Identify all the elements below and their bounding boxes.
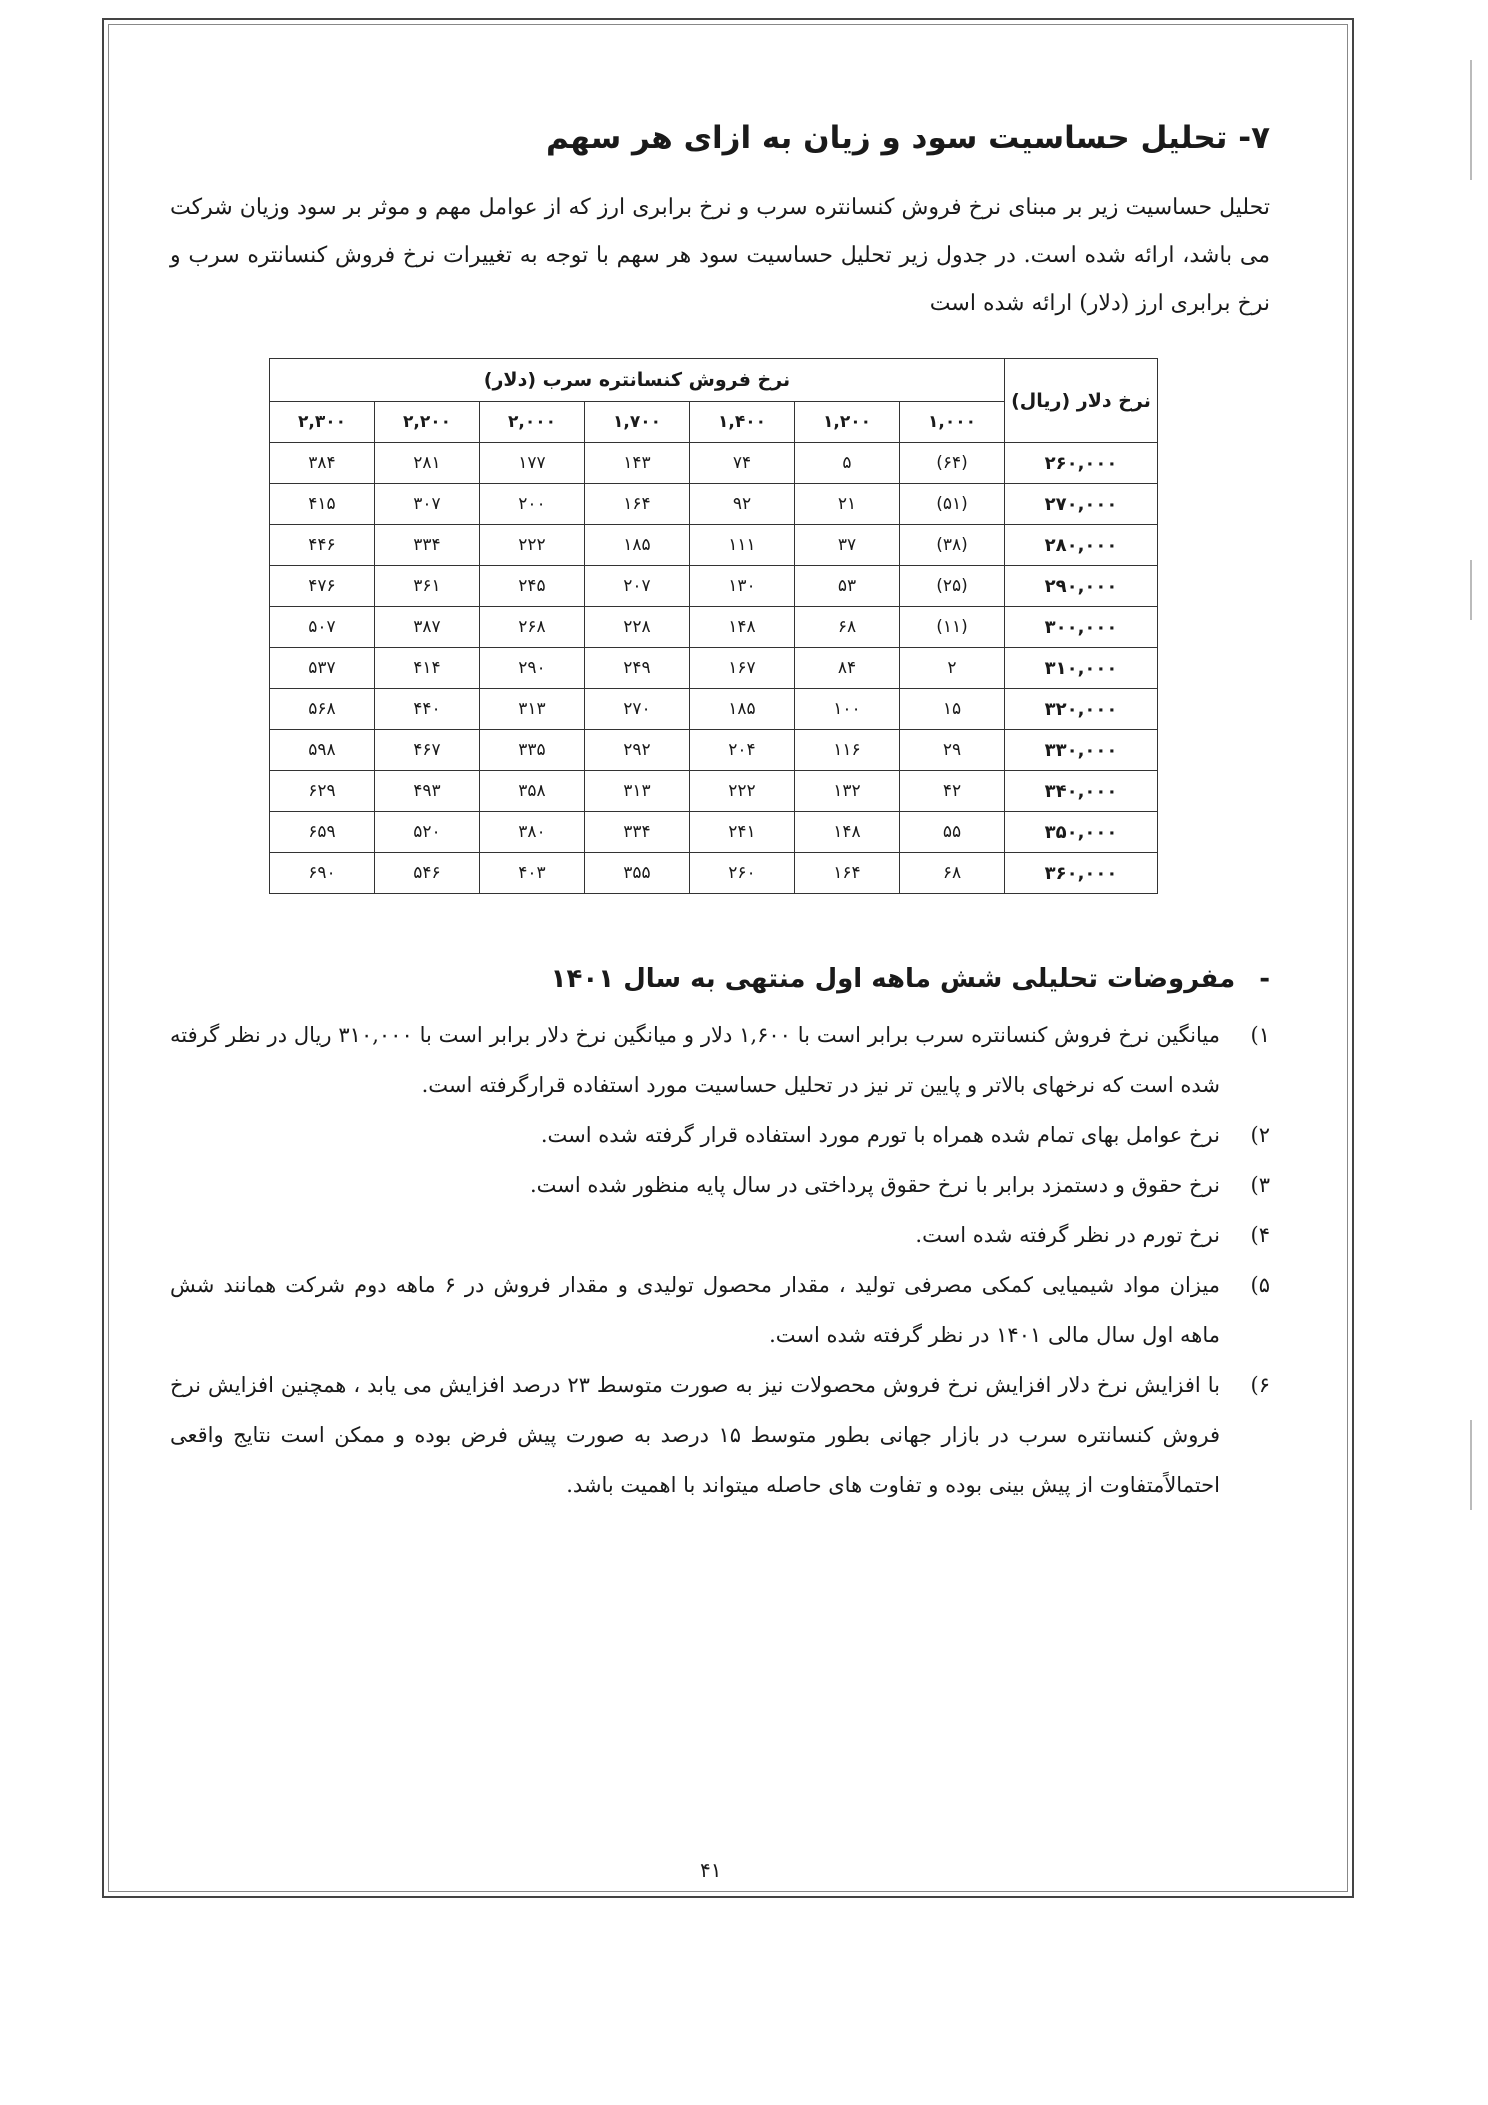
item-text: نرخ عوامل بهای تمام شده همراه با تورم مورد استفاده قرار گرفته شده است. <box>540 1123 1220 1147</box>
eps-value-cell: ۴۱۴ <box>375 648 480 689</box>
eps-value-cell: ۴۰۳ <box>480 853 585 894</box>
eps-value-cell: ۱۶۴ <box>795 853 900 894</box>
eps-value-cell: ۲۹۰ <box>480 648 585 689</box>
item-text: میانگین نرخ فروش کنسانتره سرب برابر است با ۱,۶۰۰ دلار و میانگین نرخ دلار برابر است با ۳۱۰,۰۰۰ ریال در نظر گرفته شده است که نرخهای بالاتر و پایین تر نیز در تحلیل حساسیت مورد استفاده قرارگرفته است. <box>170 1023 1220 1097</box>
table-row <box>270 812 1158 853</box>
rate-column-header: نرخ دلار (ریال) <box>1005 359 1158 443</box>
dollar-rate-cell: ۲۹۰,۰۰۰ <box>1005 566 1158 607</box>
eps-value-cell: ۲۰۷ <box>585 566 690 607</box>
eps-value-cell: ۴۴۶ <box>270 525 375 566</box>
item-number: ۶) <box>1250 1373 1270 1397</box>
item-number: ۲) <box>1250 1123 1270 1147</box>
eps-value-cell: ۲۰۰ <box>480 484 585 525</box>
sensitivity-table <box>269 358 1158 894</box>
eps-value-cell: ۵۴۶ <box>375 853 480 894</box>
eps-value-cell: ۶۸ <box>795 607 900 648</box>
eps-value-cell: ۳۱۳ <box>480 689 585 730</box>
eps-value-cell: ۱۱۱ <box>690 525 795 566</box>
section-title: ۷- تحلیل حساسیت سود و زیان به ازای هر سهم <box>545 120 1270 156</box>
eps-value-cell: ۱۸۵ <box>690 689 795 730</box>
eps-value-cell: ۲۰۴ <box>690 730 795 771</box>
list-item <box>170 1360 1270 1510</box>
eps-value-cell: ۱۷۷ <box>480 443 585 484</box>
eps-value-cell: ۱۱۶ <box>795 730 900 771</box>
eps-value-cell: ۱۸۵ <box>585 525 690 566</box>
dollar-rate-cell: ۲۶۰,۰۰۰ <box>1005 443 1158 484</box>
eps-value-cell: ۵۶۸ <box>270 689 375 730</box>
dollar-rate-cell: ۳۵۰,۰۰۰ <box>1005 812 1158 853</box>
heading-dash: - <box>1259 964 1270 994</box>
eps-value-cell: ۲۶۰ <box>690 853 795 894</box>
assumptions-title: مفروضات تحلیلی شش ماهه اول منتهی به سال ۱۴۰۱ <box>550 964 1236 994</box>
eps-value-cell: ۱۵ <box>900 689 1005 730</box>
eps-value-cell: ۳۸۰ <box>480 812 585 853</box>
list-item <box>170 1210 1270 1260</box>
eps-value-cell: ۲ <box>900 648 1005 689</box>
eps-value-cell: ۲۲۲ <box>480 525 585 566</box>
eps-value-cell: ۱۴۸ <box>690 607 795 648</box>
eps-value-cell: ۵۲۰ <box>375 812 480 853</box>
price-group-header: نرخ فروش کنسانتره سرب (دلار) <box>270 359 1005 402</box>
item-number: ۳) <box>1250 1173 1270 1197</box>
eps-value-cell: ۶۹۰ <box>270 853 375 894</box>
item-text: میزان مواد شیمیایی کمکی مصرفی تولید ، مقدار محصول تولیدی و مقدار فروش در ۶ ماهه دوم شرکت همانند شش ماهه اول سال مالی ۱۴۰۱ در نظر گرفته شده است. <box>170 1273 1220 1347</box>
eps-value-cell: ۱۶۴ <box>585 484 690 525</box>
table-row <box>270 443 1158 484</box>
eps-value-cell: ۵ <box>795 443 900 484</box>
dollar-rate-cell: ۲۷۰,۰۰۰ <box>1005 484 1158 525</box>
eps-value-cell: ۳۱۳ <box>585 771 690 812</box>
margin-scan-mark <box>1470 560 1472 620</box>
eps-value-cell: ۵۳ <box>795 566 900 607</box>
eps-value-cell: ۲۹ <box>900 730 1005 771</box>
eps-value-cell: ۴۲ <box>900 771 1005 812</box>
item-text: با افزایش نرخ دلار افزایش نرخ فروش محصولات نیز به صورت متوسط ۲۳ درصد افزایش می یابد ، همچنین افزایش نرخ فروش کنسانتره سرب در بازار جهانی بطور متوسط ۱۵ درصد به صورت پیش فرض بوده و ممکن است نتایج واقعی احتمالاًمتفاوت از پیش بینی بوده و تفاوت های حاصله میتواند با اهمیت باشد. <box>170 1373 1221 1497</box>
assumptions-heading <box>170 964 1270 994</box>
dollar-rate-cell: ۳۴۰,۰۰۰ <box>1005 771 1158 812</box>
table-row <box>270 771 1158 812</box>
price-column-header: ۲,۲۰۰ <box>375 402 480 443</box>
eps-value-cell: ۲۷۰ <box>585 689 690 730</box>
eps-value-cell: ۵۳۷ <box>270 648 375 689</box>
eps-value-cell: ۶۲۹ <box>270 771 375 812</box>
price-column-header: ۱,۲۰۰ <box>795 402 900 443</box>
eps-value-cell: ۳۶۱ <box>375 566 480 607</box>
eps-value-cell: (۵۱) <box>900 484 1005 525</box>
dollar-rate-cell: ۳۳۰,۰۰۰ <box>1005 730 1158 771</box>
document-content <box>170 120 1270 1510</box>
list-item <box>170 1110 1270 1160</box>
margin-scan-mark <box>1470 60 1472 180</box>
eps-value-cell: (۳۸) <box>900 525 1005 566</box>
eps-value-cell: ۲۹۲ <box>585 730 690 771</box>
eps-value-cell: ۳۸۷ <box>375 607 480 648</box>
eps-value-cell: ۲۸۱ <box>375 443 480 484</box>
dollar-rate-cell: ۲۸۰,۰۰۰ <box>1005 525 1158 566</box>
eps-value-cell: ۵۵ <box>900 812 1005 853</box>
eps-value-cell: ۳۳۴ <box>375 525 480 566</box>
price-column-header: ۲,۰۰۰ <box>480 402 585 443</box>
table-row <box>270 648 1158 689</box>
eps-value-cell: ۴۷۶ <box>270 566 375 607</box>
eps-value-cell: ۱۳۰ <box>690 566 795 607</box>
item-text: نرخ تورم در نظر گرفته شده است. <box>915 1223 1220 1247</box>
eps-value-cell: ۲۴۹ <box>585 648 690 689</box>
eps-value-cell: ۸۴ <box>795 648 900 689</box>
item-number: ۴) <box>1250 1223 1270 1247</box>
eps-value-cell: ۵۰۷ <box>270 607 375 648</box>
page-number: ۴۱ <box>700 1858 722 1882</box>
table-row <box>270 853 1158 894</box>
eps-value-cell: ۳۷ <box>795 525 900 566</box>
eps-value-cell: (۶۴) <box>900 443 1005 484</box>
eps-value-cell: ۵۹۸ <box>270 730 375 771</box>
eps-value-cell: ۴۴۰ <box>375 689 480 730</box>
eps-value-cell: ۳۵۵ <box>585 853 690 894</box>
eps-value-cell: (۲۵) <box>900 566 1005 607</box>
item-text: نرخ حقوق و دستمزد برابر با نرخ حقوق پرداختی در سال پایه منظور شده است. <box>529 1173 1220 1197</box>
item-number: ۵) <box>1250 1273 1270 1297</box>
eps-value-cell: ۱۴۸ <box>795 812 900 853</box>
margin-scan-mark <box>1470 1420 1472 1510</box>
table-row <box>270 566 1158 607</box>
eps-value-cell: ۲۴۱ <box>690 812 795 853</box>
list-item <box>170 1010 1270 1110</box>
eps-value-cell: ۳۸۴ <box>270 443 375 484</box>
eps-value-cell: ۳۰۷ <box>375 484 480 525</box>
eps-value-cell: ۹۲ <box>690 484 795 525</box>
price-column-header: ۱,۷۰۰ <box>585 402 690 443</box>
eps-value-cell: ۳۵۸ <box>480 771 585 812</box>
table-row <box>270 607 1158 648</box>
eps-value-cell: ۴۹۳ <box>375 771 480 812</box>
eps-value-cell: ۳۳۵ <box>480 730 585 771</box>
eps-value-cell: ۶۵۹ <box>270 812 375 853</box>
assumptions-list <box>170 1010 1270 1510</box>
price-column-header: ۱,۰۰۰ <box>900 402 1005 443</box>
table-row <box>270 689 1158 730</box>
eps-value-cell: ۲۲۸ <box>585 607 690 648</box>
eps-value-cell: ۷۴ <box>690 443 795 484</box>
eps-value-cell: ۴۶۷ <box>375 730 480 771</box>
intro-paragraph: تحلیل حساسیت زیر بر مبنای نرخ فروش کنسانتره سرب و نرخ برابری ارز که از عوامل مهم و موثر بر سود وزیان شرکت می باشد، ارائه شده است. در جدول زیر تحلیل حساسیت سود هر سهم با توجه به تغییرات نرخ فروش کنسانتره سرب و نرخ برابری ارز (دلار) ارائه شده است <box>170 195 1270 316</box>
price-column-header: ۱,۴۰۰ <box>690 402 795 443</box>
eps-value-cell: ۳۳۴ <box>585 812 690 853</box>
eps-value-cell: ۲۴۵ <box>480 566 585 607</box>
eps-value-cell: ۱۶۷ <box>690 648 795 689</box>
dollar-rate-cell: ۳۶۰,۰۰۰ <box>1005 853 1158 894</box>
list-item <box>170 1260 1270 1360</box>
eps-value-cell: ۱۳۲ <box>795 771 900 812</box>
eps-value-cell: ۶۸ <box>900 853 1005 894</box>
table-row <box>270 484 1158 525</box>
sensitivity-table-body <box>270 443 1158 894</box>
dollar-rate-cell: ۳۰۰,۰۰۰ <box>1005 607 1158 648</box>
list-item <box>170 1160 1270 1210</box>
eps-value-cell: (۱۱) <box>900 607 1005 648</box>
dollar-rate-cell: ۳۱۰,۰۰۰ <box>1005 648 1158 689</box>
eps-value-cell: ۲۲۲ <box>690 771 795 812</box>
eps-value-cell: ۱۴۳ <box>585 443 690 484</box>
table-row <box>270 525 1158 566</box>
eps-value-cell: ۲۱ <box>795 484 900 525</box>
eps-value-cell: ۱۰۰ <box>795 689 900 730</box>
eps-value-cell: ۴۱۵ <box>270 484 375 525</box>
table-row <box>270 730 1158 771</box>
dollar-rate-cell: ۳۲۰,۰۰۰ <box>1005 689 1158 730</box>
item-number: ۱) <box>1250 1023 1270 1047</box>
price-column-header: ۲,۳۰۰ <box>270 402 375 443</box>
eps-value-cell: ۲۶۸ <box>480 607 585 648</box>
